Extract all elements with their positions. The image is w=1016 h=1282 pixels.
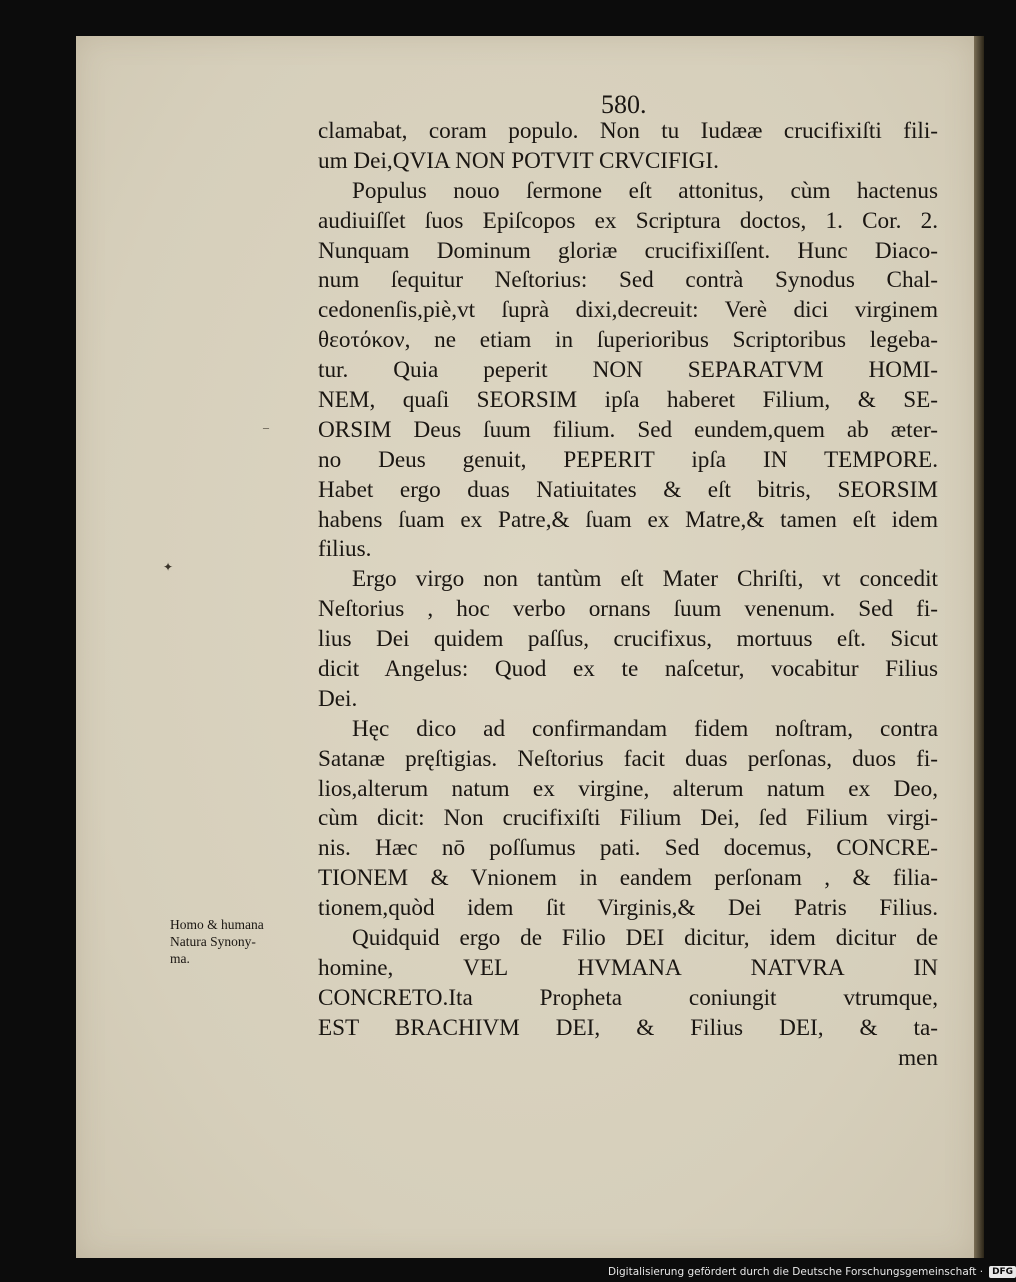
- text-line: habens ſuam ex Patre,& ſuam ex Matre,& tamen eſt idem: [318, 506, 938, 533]
- text-line: homine, VEL HVMANA NATVRA IN: [318, 954, 938, 981]
- text-line: Nunquam Dominum gloriæ crucifixiſſent. Hunc Diaco-: [318, 237, 938, 264]
- text-line: cedonenſis,piè,vt ſuprà dixi,decreuit: Verè dici virginem: [318, 297, 938, 324]
- ink-speck: ✦: [163, 560, 174, 574]
- text-line: TIONEM & Vnionem in eandem perſonam , & filia-: [318, 865, 938, 892]
- ink-speck: –: [263, 420, 269, 434]
- footer-text: Digitalisierung gefördert durch die Deutsche Forschungsgemeinschaft ·: [608, 1266, 984, 1278]
- margin-note-line: ma.: [170, 951, 190, 966]
- text-line: nis. Hæc nō poſſumus pati. Sed docemus, CONCRE-: [318, 835, 938, 862]
- text-line: Satanæ pręſtigias. Neſtorius facit duas perſonas, duos fi-: [318, 745, 938, 772]
- text-line: num ſequitur Neſtorius: Sed contrà Synodus Chal-: [318, 267, 938, 294]
- digitization-footer: [608, 1264, 1014, 1280]
- margin-note: [170, 916, 320, 967]
- text-line: Neſtorius , hoc verbo ornans ſuum venenum. Sed fi-: [318, 596, 938, 623]
- text-line: EST BRACHIVM DEI, & Filius DEI, & ta-: [318, 1014, 938, 1041]
- text-line: Hęc dico ad confirmandam fidem noſtram, contra: [352, 715, 938, 742]
- text-line: filius.: [318, 536, 372, 563]
- page-number: 580.: [601, 90, 647, 119]
- text-line: audiuiſſet ſuos Epiſcopos ex Scriptura doctos, 1. Cor. 2.: [318, 207, 938, 234]
- page-edge: [974, 36, 984, 1258]
- catchword: men: [898, 1044, 938, 1071]
- text-line: cùm dicit: Non crucifixiſti Filium Dei, ſed Filium virgi-: [318, 805, 938, 832]
- text-line: dicit Angelus: Quod ex te naſcetur, vocabitur Filius: [318, 656, 938, 683]
- text-line: Quidquid ergo de Filio DEI dicitur, idem dicitur de: [352, 925, 938, 952]
- text-line: no Deus genuit, PEPERIT ipſa IN TEMPORE.: [318, 446, 938, 473]
- text-line: Populus nouo ſermone eſt attonitus, cùm hactenus: [352, 177, 938, 204]
- text-line: NEM, quaſi SEORSIM ipſa haberet Filium, & SE-: [318, 387, 938, 414]
- text-line: Dei.: [318, 685, 358, 712]
- text-line: um Dei,QVIA NON POTVIT CRVCIFIGI.: [318, 147, 719, 174]
- margin-note-line: Homo & humana: [170, 917, 264, 932]
- text-line: ORSIM Deus ſuum filium. Sed eundem,quem ab æter-: [318, 416, 938, 443]
- body-text: [318, 117, 938, 1074]
- text-line: Ergo virgo non tantùm eſt Mater Chriſti, vt concedit: [352, 566, 938, 593]
- text-line: CONCRETO.Ita Propheta coniungit vtrumque,: [318, 984, 938, 1011]
- text-line: lius Dei quidem paſſus, crucifixus, mortuus eſt. Sicut: [318, 626, 938, 653]
- dfg-logo-icon: DFG: [989, 1266, 1016, 1278]
- text-line: clamabat, coram populo. Non tu Iudææ crucifixiſti fili-: [318, 118, 938, 144]
- text-line: tionem,quòd idem ſit Virginis,& Dei Patris Filius.: [318, 895, 938, 922]
- text-line: lios,alterum natum ex virgine, alterum natum ex Deo,: [318, 775, 938, 802]
- text-line: Habet ergo duas Natiuitates & eſt bitris, SEORSIM: [318, 476, 938, 503]
- margin-note-line: Natura Synony-: [170, 934, 256, 949]
- text-line: tur. Quia peperit NON SEPARATVM HOMI-: [318, 357, 938, 384]
- text-line: θεοτόκον, ne etiam in ſuperioribus Scriptoribus legeba-: [318, 327, 938, 354]
